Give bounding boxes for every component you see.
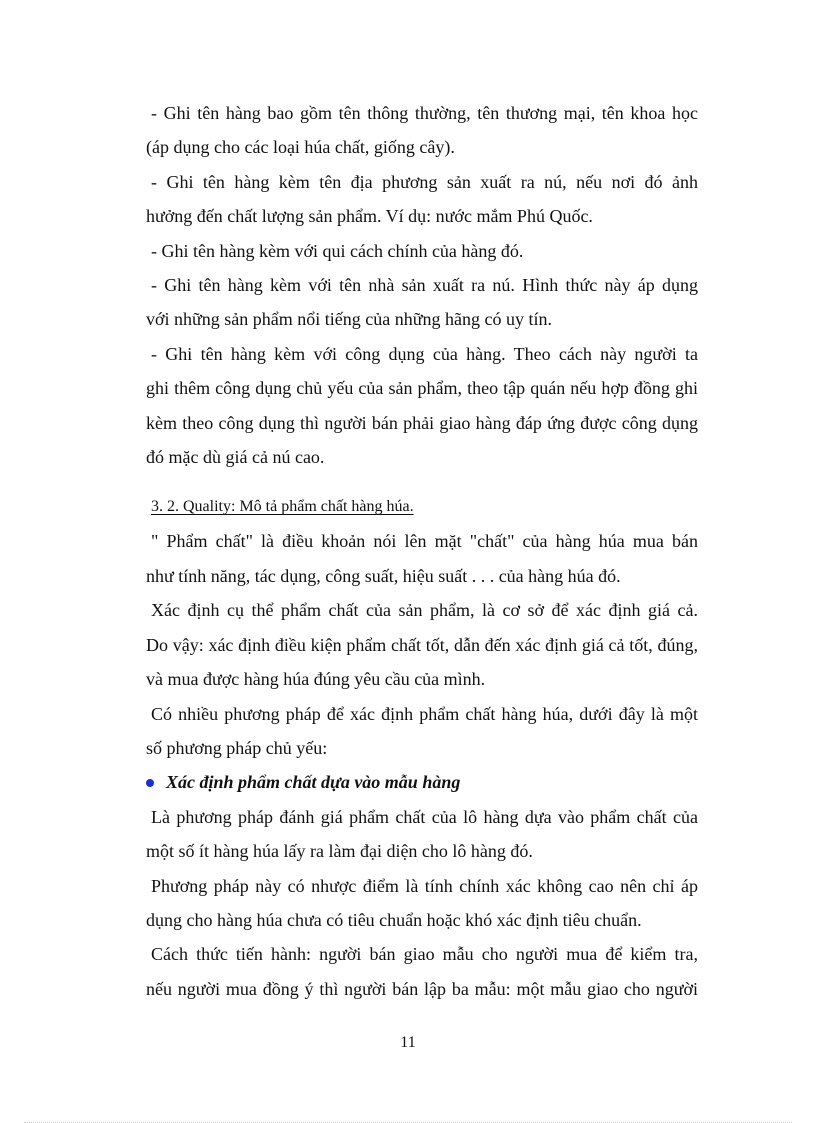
paragraph-ghi-ten-thong-thuong bbox=[146, 96, 698, 165]
paragraph-xac-dinh-pham-chat bbox=[146, 593, 698, 696]
paragraph-nhuoc-diem bbox=[146, 869, 698, 938]
text-line: - Ghi tên hàng kèm với công dụng của hàng. Theo cách này người ta bbox=[151, 343, 698, 364]
text-line: - Ghi tên hàng kèm với tên nhà sản xuất ra nú. Hình thức này áp dụng bbox=[151, 275, 698, 296]
text-line: - Ghi tên hàng kèm tên địa phương sản xuất ra nú, nếu nơi đó ảnh bbox=[151, 171, 698, 192]
text-line: (áp dụng cho các loại húa chất, giống cây). bbox=[146, 137, 455, 158]
text-line: và mua được hàng húa đúng yêu cầu của mình. bbox=[146, 669, 486, 690]
text-line: Phương pháp này có nhược điểm là tính chính xác không cao nên chỉ áp bbox=[151, 875, 698, 896]
text-line: nếu người mua đồng ý thì người bán lập ba mẫu: một mẫu giao cho người bbox=[146, 978, 698, 999]
paragraph-ghi-ten-qui-cach bbox=[146, 234, 698, 268]
text-line: ghi thêm công dụng chủ yếu của sản phẩm, theo tập quán nếu hợp đồng ghi bbox=[146, 378, 698, 399]
text-line: Cách thức tiến hành: người bán giao mẫu cho người mua để kiểm tra, bbox=[151, 944, 698, 965]
text-line: Do vậy: xác định điều kiện phẩm chất tốt, dẫn đến xác định giá cả tốt, đúng, bbox=[146, 634, 698, 655]
paragraph-cach-thuc-tien-hanh bbox=[146, 937, 698, 1006]
bullet-dot-icon bbox=[146, 779, 154, 787]
text-line: dụng cho hàng húa chưa có tiêu chuẩn hoặc khó xác định tiêu chuẩn. bbox=[146, 909, 642, 930]
text-line: - Ghi tên hàng bao gồm tên thông thường, tên thương mại, tên khoa học bbox=[151, 103, 698, 123]
bullet-heading-text: Xác định phẩm chất dựa vào mẫu hàng bbox=[166, 772, 461, 793]
paragraph-ghi-ten-dia-phuong bbox=[146, 165, 698, 234]
text-line: Có nhiều phương pháp để xác định phẩm chất hàng húa, dưới đây là một bbox=[151, 703, 698, 724]
paragraph-ghi-ten-cong-dung bbox=[146, 337, 698, 475]
text-line: đó mặc dù giá cả nú cao. bbox=[146, 447, 325, 468]
paragraph-ghi-ten-nha-san-xuat bbox=[146, 268, 698, 337]
paragraph-danh-gia-mau bbox=[146, 800, 698, 869]
text-line: một số ít hàng húa lấy ra làm đại diện cho lô hàng đó. bbox=[146, 841, 533, 862]
bullet-heading bbox=[146, 765, 698, 799]
page-number: 11 bbox=[400, 1034, 416, 1051]
text-line: số phương pháp chủ yếu: bbox=[146, 737, 328, 758]
text-line: " Phẩm chất" là điều khoản nói lên mặt "chất" của hàng húa mua bán bbox=[151, 531, 698, 552]
section-heading: 3. 2. Quality: Mô tả phẩm chất hàng húa. bbox=[151, 498, 414, 516]
text-line: như tính năng, tác dụng, công suất, hiệu suất . . . của hàng húa đó. bbox=[146, 565, 621, 586]
text-line: - Ghi tên hàng kèm với qui cách chính của hàng đó. bbox=[151, 240, 524, 261]
text-line: với những sản phẩm nổi tiếng của những hãng có uy tín. bbox=[146, 309, 552, 330]
page-body bbox=[146, 96, 698, 1006]
text-line: Là phương pháp đánh giá phẩm chất của lô hàng dựa vào phẩm chất của bbox=[151, 806, 698, 827]
text-line: Xác định cụ thể phẩm chất của sản phẩm, là cơ sở để xác định giá cả. bbox=[151, 600, 698, 621]
paragraph-pham-chat-definition bbox=[146, 524, 698, 593]
text-line: kèm theo công dụng thì người bán phải giao hàng đáp ứng được công dụng bbox=[146, 412, 698, 433]
paragraph-nhieu-phuong-phap bbox=[146, 697, 698, 766]
text-line: hưởng đến chất lượng sản phẩm. Ví dụ: nước mắm Phú Quốc. bbox=[146, 206, 593, 227]
